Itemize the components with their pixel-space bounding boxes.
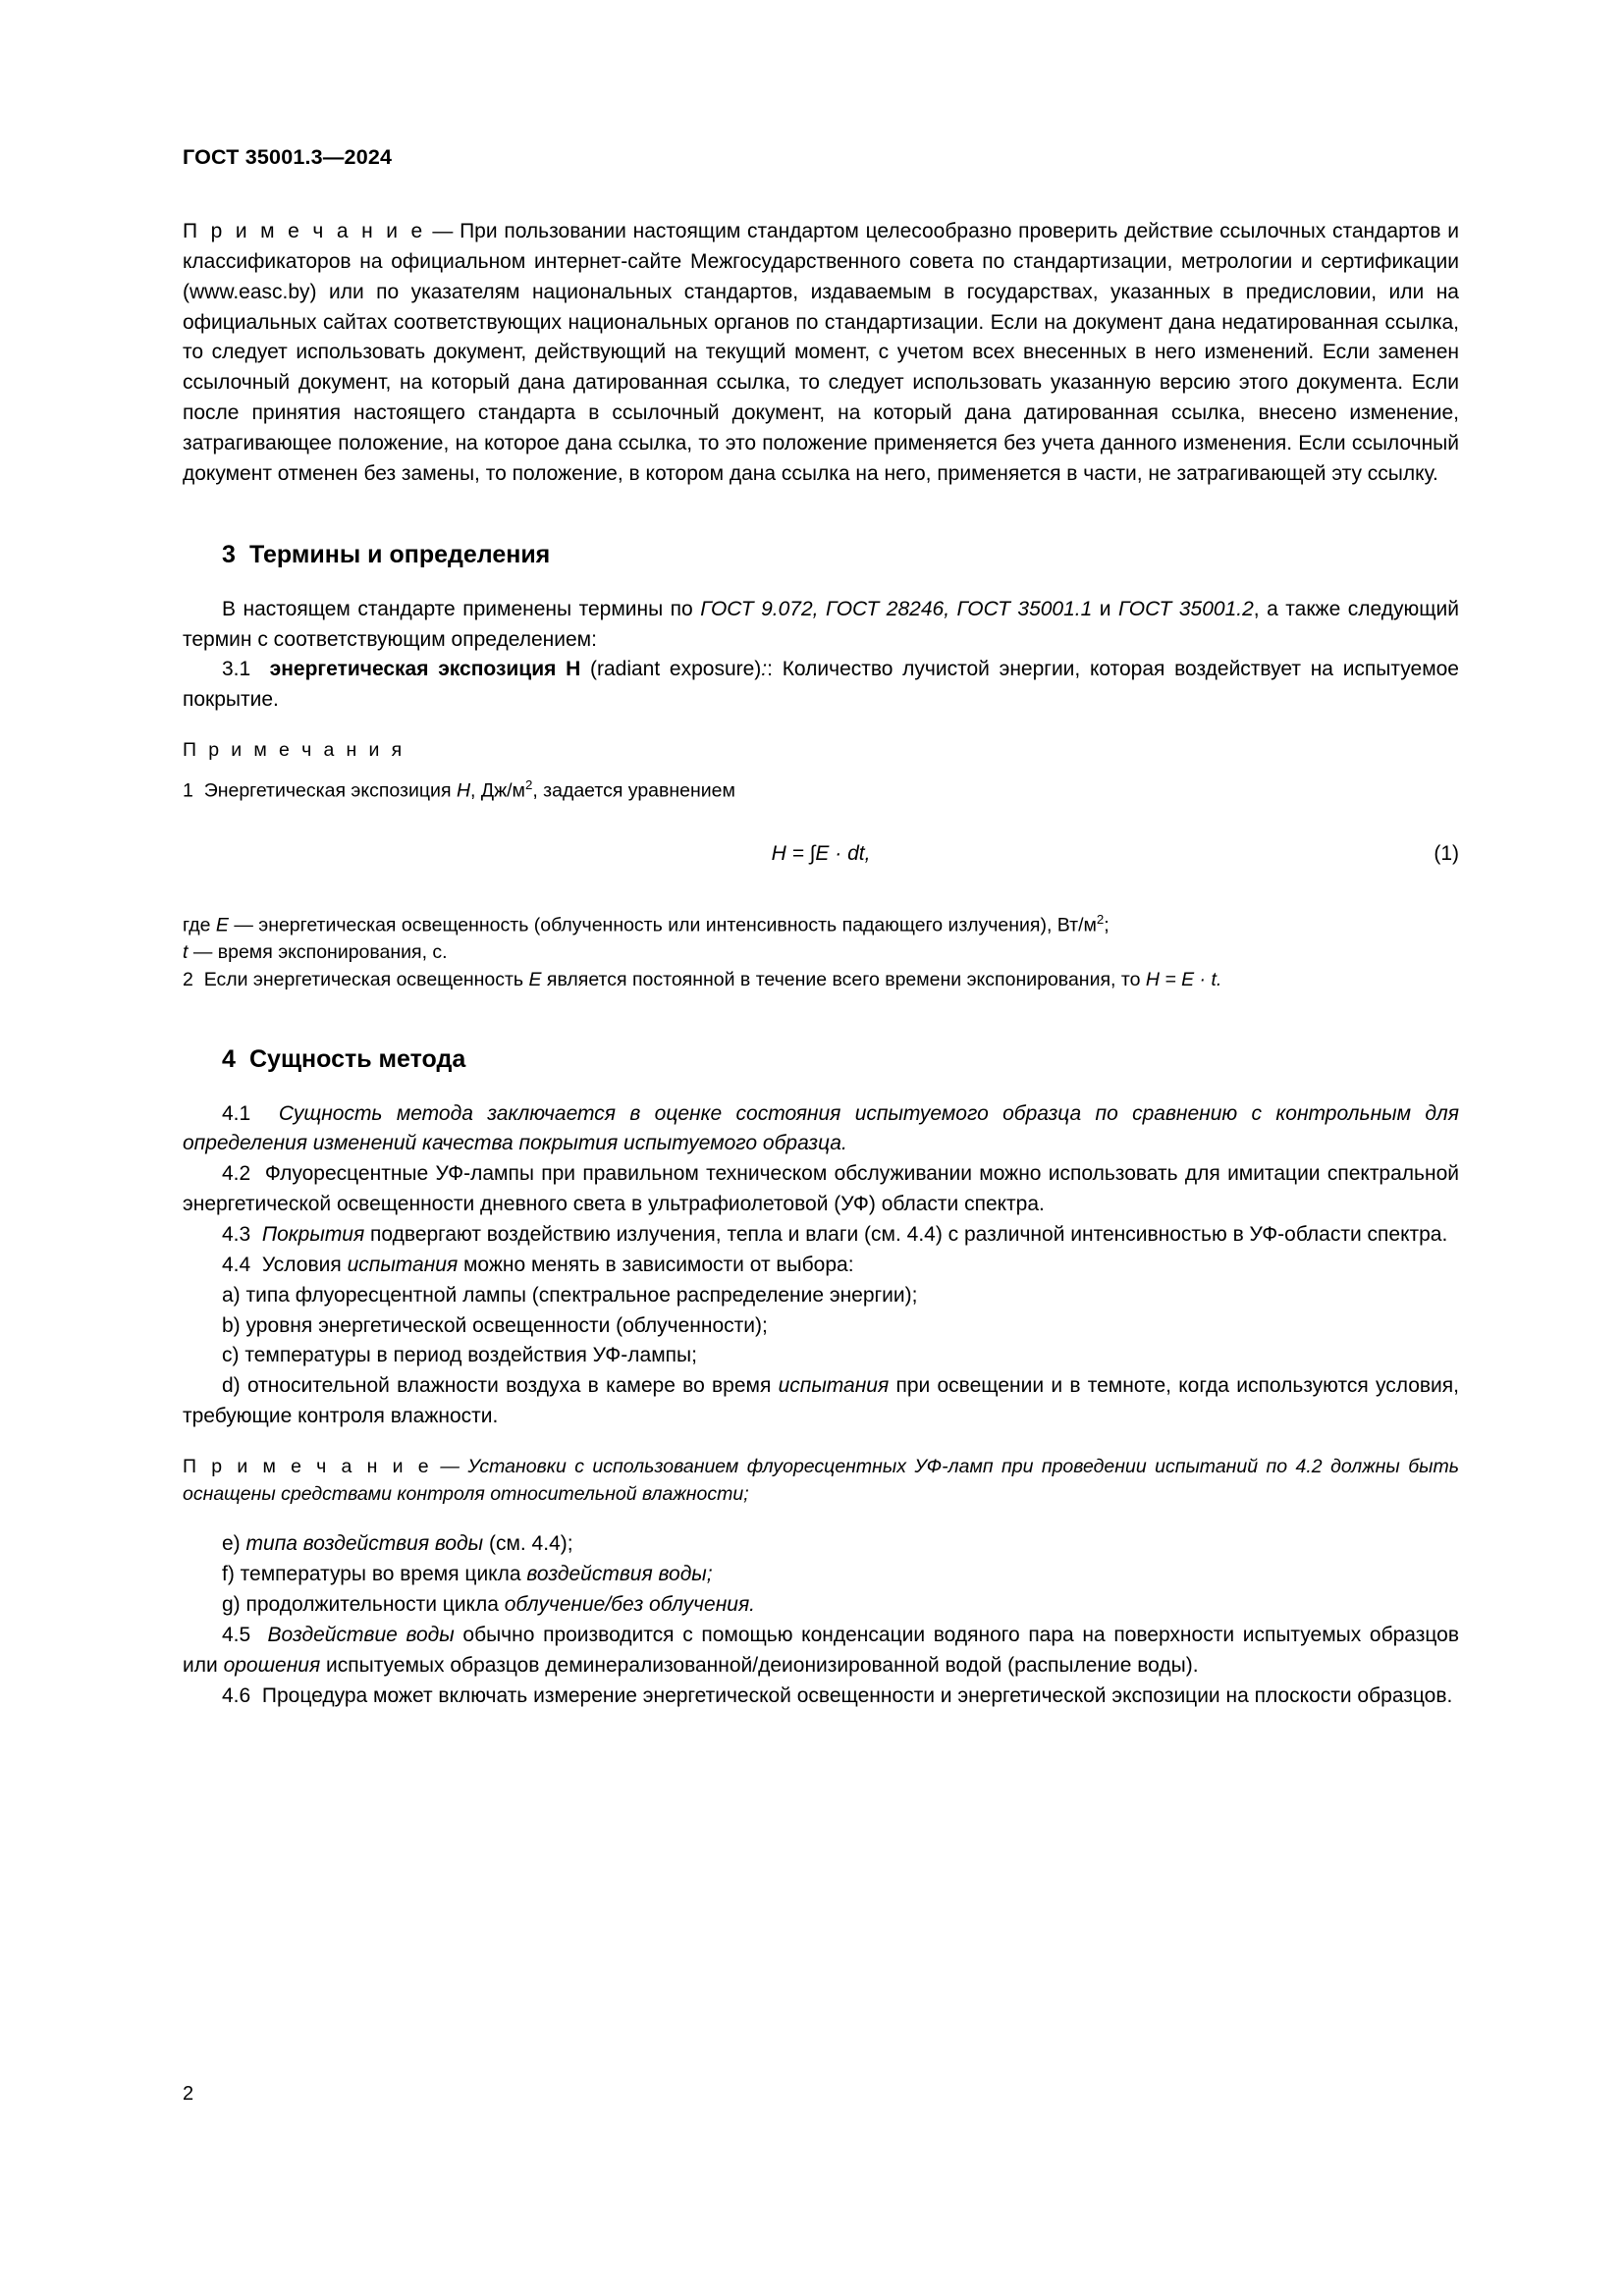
list-item-b: b) уровня энергетической освещенности (облученности); — [222, 1313, 768, 1337]
section-4-title: Сущность метода — [249, 1044, 466, 1073]
list-item-g — [183, 1590, 1459, 1621]
section-3-intro-ref2: ГОСТ 35001.2 — [1118, 597, 1254, 620]
notes-block-label — [183, 737, 1459, 765]
clause-4-6-text: Процедура может включать измерение энергетической освещенности и энергетической экспозиции на плоскости образцов. — [261, 1683, 1453, 1707]
clause-4-4 — [183, 1251, 1459, 1281]
note-1-text-a: Энергетическая экспозиция — [203, 779, 457, 802]
clause-4-1-number: 4.1 — [222, 1101, 251, 1125]
section-3-number: 3 — [222, 540, 236, 568]
section-4-heading — [183, 1045, 1459, 1074]
clause-4-4-text-a: Условия — [261, 1253, 348, 1276]
term-3-1-number: 3.1 — [222, 658, 251, 681]
note-2-text-b: является постоянной в течение всего времени экспонирования, то — [541, 968, 1146, 990]
note-1-text-b: , Дж/м — [470, 779, 525, 802]
section-4-number: 4 — [222, 1044, 236, 1073]
list-item-e — [183, 1529, 1459, 1560]
term-3-1-english: (radiant exposure) — [580, 658, 762, 681]
note-1-symbol-h: H — [456, 779, 471, 802]
notes-label: П р и м е ч а н и я — [183, 739, 406, 762]
list-item-d-text-b: при освещении и в темноте, когда используются условия, требующие контроля влажности. — [183, 1374, 1459, 1428]
clause-4-5-italic-1: Воздействие воды — [267, 1624, 455, 1647]
clause-4-5-text-a: обычно производится с помощью конденсации водяного пара на поверхности испытуемых образцов или — [183, 1624, 1459, 1677]
section-3-title: Термины и определения — [249, 540, 551, 568]
clause-4-1-text: Сущность метода заключается в оценке состояния испытуемого образца по сравнению с контрольным для определения изменений качества покрытия испытуемого образца. — [183, 1101, 1459, 1155]
term-3-1-colon: : — [761, 658, 768, 681]
clause-4-5-italic-2: орошения — [223, 1653, 321, 1677]
clause-4-3-italic: Покрытия — [261, 1223, 365, 1247]
formula-where-line-1 — [183, 911, 1459, 939]
list-item-c: c) температуры в период воздействия УФ-лампы; — [222, 1344, 697, 1367]
note-2 — [183, 967, 1459, 994]
section-3-intro-part2: , а также следующий термин с соответствующим определением: — [183, 597, 1459, 651]
section-3-heading — [183, 541, 1459, 569]
term-3-1 — [183, 655, 1459, 716]
note-section-4-body: — Установки с использованием флуоресцентных УФ-ламп при проведении испытаний по 4.2 должны быть оснащены средствами контроля относительной влажности; — [183, 1456, 1460, 1505]
list-item-e-text-b: (см. 4.4); — [483, 1532, 573, 1556]
list-item-g-italic: облучение/без облучения. — [504, 1593, 756, 1617]
page-content — [183, 145, 1459, 1712]
clause-4-2 — [183, 1159, 1459, 1220]
formula-1-block — [183, 842, 1459, 872]
where-word: где — [183, 914, 216, 936]
list-item-e-italic: типа воздействия воды — [245, 1532, 484, 1556]
clause-4-5-number: 4.5 — [222, 1624, 251, 1647]
clause-4-4-text-b: можно менять в зависимости от выбора: — [458, 1253, 854, 1276]
section-3-intro-refs: ГОСТ 9.072, ГОСТ 28246, ГОСТ 35001.1 — [700, 597, 1093, 620]
clause-4-3 — [183, 1220, 1459, 1251]
note-reference-standards — [183, 217, 1459, 490]
clause-4-2-number: 4.2 — [222, 1162, 251, 1186]
section-3-intro — [183, 595, 1459, 656]
term-3-1-definition: : Количество лучистой энергии, которая воздействует на испытуемое покрытие. — [183, 658, 1459, 712]
term-3-1-name: энергетическая экспозиция H — [269, 658, 581, 681]
where-line-1-end: ; — [1104, 914, 1110, 936]
note-1-text-c: , задается уравнением — [532, 779, 735, 802]
note-body: — При пользовании настоящим стандартом целесообразно проверить действие ссылочных стандартов и классификаторов на официальном интернет-сайте Межгосударственного совета по стандартизации, метрологии и сертификации (www.easc.by) или по указателям национальных стандартов, издаваемым в государствах, указанных в предисловии, или на официальных сайтах соответствующих национальных органов по стандартизации. Если на документ дана недатированная ссылка, то следует использовать документ, действующий на текущий момент, с учетом всех внесенных в него изменений. Если заменен ссылочный документ, на который дана датированная ссылка, то следует использовать указанную версию этого документа. Если после принятия настоящего стандарта в ссылочный документ, на который дана датированная ссылка, внесено изменение, затрагивающее положение, на которое дана ссылка, то это положение применяется без учета данного изменения. Если ссылочный документ отменен без замены, то положение, в котором дана ссылка на него, применяется в части, не затрагивающей эту ссылку. — [183, 220, 1459, 485]
section-3-intro-and: и — [1092, 597, 1119, 620]
clause-4-2-text: Флуоресцентные УФ-лампы при правильном техническом обслуживании можно использовать для имитации спектральной энергетической освещенности дневного света в ультрафиолетовой (УФ) области спектра. — [183, 1162, 1459, 1216]
note-section-4-label: П р и м е ч а н и е — [183, 1456, 432, 1478]
clause-4-5 — [183, 1621, 1459, 1682]
note-1 — [183, 776, 1459, 805]
where-line-1-text: — энергетическая освещенность (облученность или интенсивность падающего излучения), Вт/м — [228, 914, 1097, 936]
clause-4-6 — [183, 1682, 1459, 1712]
list-item-f — [183, 1560, 1459, 1590]
where-line-1-superscript: 2 — [1096, 912, 1105, 928]
clause-4-3-number: 4.3 — [222, 1223, 251, 1247]
clause-4-4-italic: испытания — [347, 1253, 459, 1276]
list-item-f-text-a: f) температуры во время цикла — [222, 1563, 527, 1586]
list-item-d — [183, 1371, 1459, 1432]
symbol-t: t — [183, 941, 189, 964]
note-label: П р и м е ч а н и е — [183, 220, 426, 242]
clause-4-1 — [183, 1099, 1459, 1160]
formula-1-number: (1) — [1434, 842, 1459, 866]
note-2-formula: H = E · t. — [1145, 968, 1222, 990]
list-item-f-italic: воздействия воды; — [526, 1563, 713, 1586]
section-3-intro-part1: В настоящем стандарте применены термины по — [222, 597, 701, 620]
list-item-d-text-a: d) относительной влажности воздуха в камере во время — [222, 1374, 779, 1398]
clause-4-4-number: 4.4 — [222, 1253, 251, 1276]
note-2-number: 2 — [183, 968, 193, 990]
note-1-superscript: 2 — [524, 776, 533, 792]
symbol-e: E — [215, 914, 229, 936]
list-item-e-text-a: e) — [222, 1532, 246, 1556]
note-2-text-a: Если энергетическая освещенность — [203, 968, 529, 990]
list-item-d-italic: испытания — [778, 1374, 890, 1398]
note-section-4 — [183, 1454, 1459, 1508]
note-1-number: 1 — [183, 779, 193, 802]
document-standard-header: ГОСТ 35001.3—2024 — [183, 145, 393, 169]
note-2-symbol-e: E — [528, 968, 542, 990]
clause-4-3-text: подвергают воздействию излучения, тепла и влаги (см. 4.4) с различной интенсивностью в УФ-области спектра. — [364, 1223, 1448, 1247]
formula-where-line-2 — [183, 939, 1459, 967]
formula-1: H = ∫E · dt, — [771, 842, 871, 866]
clause-4-6-number: 4.6 — [222, 1683, 251, 1707]
list-item-g-text-a: g) продолжительности цикла — [222, 1593, 505, 1617]
page-number: 2 — [183, 2083, 194, 2105]
where-line-2-text: — время экспонирования, с. — [188, 941, 448, 964]
list-item-a: a) типа флуоресцентной лампы (спектральное распределение энергии); — [222, 1283, 918, 1307]
clause-4-5-text-b: испытуемых образцов деминерализованной/деионизированной водой (распыление воды). — [320, 1653, 1199, 1677]
